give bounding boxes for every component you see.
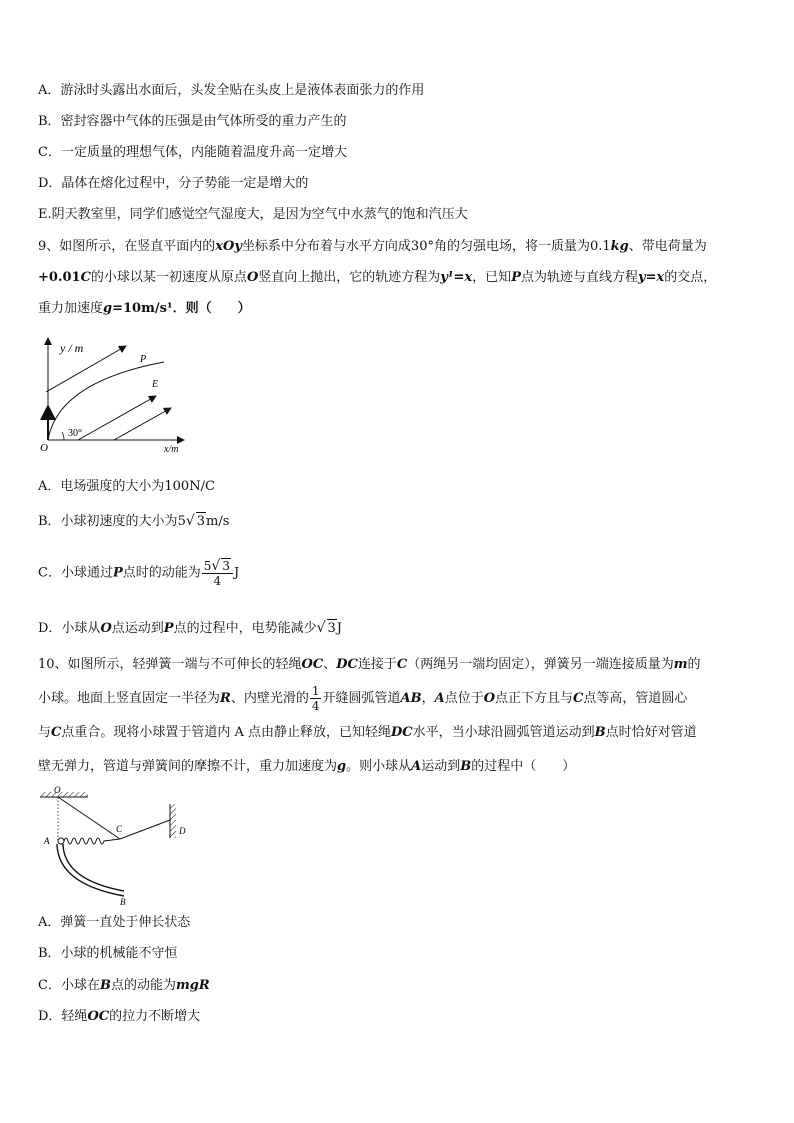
q10-figure (36, 784, 196, 906)
q10-fig-c: C (116, 824, 123, 834)
q8-option-c: C．一定质量的理想气体，内能随着温度升高一定增大 (38, 145, 347, 160)
q9-option-d: D．小球从O点运动到P点的过程中，电势能减少√ 3J (38, 620, 342, 636)
q9-fig-angle: 30° (68, 428, 82, 439)
q10-fig-d: D (179, 826, 186, 836)
q9-option-a: A．电场强度的大小为100N/C (38, 479, 215, 494)
q9-fig-point-p: P (140, 354, 147, 365)
q10-stem-line-1: 10、如图所示，轻弹簧一端与不可伸长的轻绳OC、DC连接于C（两绳另一端均固定），弹簧另一端连接质量为m的 (38, 657, 701, 672)
q10-option-b: B．小球的机械能不守恒 (38, 946, 178, 961)
q9-fig-label-e: E (152, 379, 159, 390)
q10-stem-line-2: 小球。地面上竖直固定一半径为R、内壁光滑的 $\frac{1}{4}$ 开缝圆弧管道AB，A点位于O点正下方且与C点等高，管道圆心 (38, 684, 688, 713)
q9-figure (36, 332, 196, 454)
q9-fig-y-label: y / m (60, 341, 84, 355)
q9-option-c: C．小球通过P点时的动能为 $\frac{5√ 3}{4}$ J (38, 558, 240, 588)
q8-option-b: B．密封容器中气体的压强是由气体所受的重力产生的 (38, 114, 347, 129)
q10-fig-b: B (120, 897, 126, 906)
q9-fig-x-label: x/m (164, 444, 179, 454)
q10-fig-o: O (54, 785, 61, 795)
q8-option-e: E.阴天教室里，同学们感觉空气湿度大，是因为空气中水蒸气的饱和汽压大 (38, 207, 468, 222)
q9-stem-line-1: 9、如图所示，在竖直平面内的xOy坐标系中分布着与水平方向成30°角的匀强电场，将一质量为0.1kg、带电荷量为 (38, 239, 707, 254)
q10-option-d: D．轻绳OC的拉力不断增大 (38, 1009, 201, 1024)
q10-fig-a: A (44, 836, 50, 846)
q8-option-a: A．游泳时头露出水面后，头发全贴在头皮上是液体表面张力的作用 (38, 83, 425, 98)
q9-stem-line-2: +0.01C的小球以某一初速度从原点O竖直向上抛出，它的轨迹方程为y¹=x，已知P点为轨迹与直线方程y=x的交点， (38, 270, 717, 285)
q9-stem-line-3: 重力加速度g=10m/s¹．则（ ） (38, 301, 251, 316)
q9-stem (38, 231, 756, 324)
q9-option-b: B．小球初速度的大小为5√ 3m/s (38, 513, 230, 529)
q9-fig-origin: O (40, 442, 48, 454)
q10-stem-line-4: 壁无弹力，管道与弹簧间的摩擦不计，重力加速度为g。则小球从A运动到B的过程中（ ） (38, 759, 576, 774)
q10-option-a: A．弹簧一直处于伸长状态 (38, 915, 191, 930)
q10-stem-line-3: 与C点重合。现将小球置于管道内 A 点由静止释放，已知轻绳DC水平，当小球沿圆弧管道运动到B点时恰好对管道 (38, 725, 697, 740)
q10-stem (38, 648, 756, 784)
q10-option-c: C．小球在B点的动能为mgR (38, 978, 210, 993)
q8-option-d: D．晶体在熔化过程中，分子势能一定是增大的 (38, 176, 309, 191)
